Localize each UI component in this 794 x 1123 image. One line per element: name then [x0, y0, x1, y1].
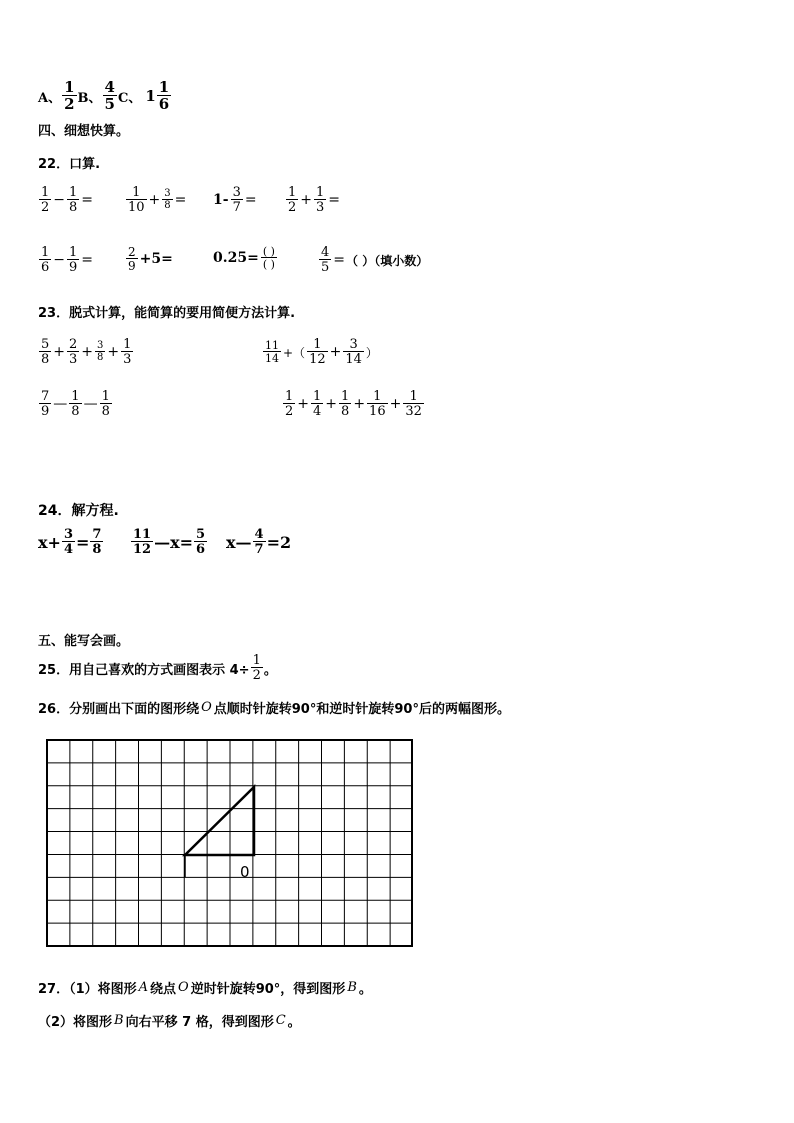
q24-title: 24．解方程.	[38, 503, 119, 519]
grid-lines	[47, 740, 413, 946]
q22-item-5: 1 6 − $\frac{1}{9}$ =	[41, 245, 94, 275]
q22-item-4: 1 2 + $\frac{1}{3}$ =	[288, 185, 341, 215]
q22-item-7: 0.25= ( ) ( )	[213, 245, 275, 271]
q23-expression-1: 5 8 + $\frac{2}{3}$ + $\frac{3}{8}$ + $\frac{1}{3}$	[41, 337, 132, 367]
q22-title: 22．口算.	[38, 157, 101, 172]
q23-title: 23．脱式计算，能简算的要用简便方法计算.	[38, 306, 296, 321]
section5-title: 五、能写会画。	[38, 634, 130, 649]
q23-expression-2: 11 14 +（ 1 12 + $\frac{3}{14}$ ）	[265, 337, 378, 367]
rotation-grid	[46, 739, 414, 949]
option-b-fraction: 4 5	[104, 78, 115, 113]
option-a-label: A、	[38, 90, 62, 106]
q27-line-2: （2）将图形 B 向右平移 7 格，得到图形 C 。	[38, 1013, 301, 1030]
option-b-label: B、	[77, 90, 102, 106]
q26-question: 26．分别画出下面的图形绕 O 点顺时针旋转90°和逆时针旋转90°后的两幅图形。	[38, 700, 510, 717]
point-o-label: 0	[240, 863, 250, 881]
q24-equation-2: 11 12 —x= $\frac{5}{6}$	[133, 527, 206, 557]
q22-item-2: 1 10 + $\frac{3}{8}$ =	[128, 185, 187, 215]
q27-line-1: 27．（1）将图形 A 绕点 O 逆时针旋转90°，得到图形 B 。	[38, 980, 372, 997]
q24-equation-3: x— $\frac{4}{7}$ =2	[226, 527, 292, 557]
option-c-label: C、	[117, 90, 142, 106]
q22-item-6: 2 9 +5=	[128, 245, 173, 273]
option-a-fraction: 1 2	[64, 78, 75, 113]
option-c-fraction: 1 6	[158, 78, 170, 113]
q22-item-3: 1- $\frac{3}{7}$ =	[213, 185, 257, 215]
q24-equation-1: x+ $\frac{3}{4}$ = $\frac{7}{8}$	[38, 527, 102, 557]
q22-item-8: $\frac{4}{5}$ = （ ）（填小数）	[321, 245, 429, 275]
q23-expression-4: 1 2 + $\frac{1}{4}$ + $\frac{1}{8}$ + $\frac{1}{16}$ + $\frac{1}{32}$	[285, 389, 422, 419]
option-c-whole: 1	[145, 87, 156, 105]
triangle-shape	[185, 787, 254, 855]
q21-options	[38, 80, 172, 112]
section4-title: 四、细想快算。	[38, 124, 130, 139]
q22-item-1: 1 2 − $\frac{1}{8}$ =	[41, 185, 94, 215]
q23-expression-3: 7 9 — 1 8 — 1 8	[41, 389, 110, 419]
q25-question: 25．用自己喜欢的方式画图表示 4÷ $\frac{1}{2}$ 。	[38, 653, 277, 683]
